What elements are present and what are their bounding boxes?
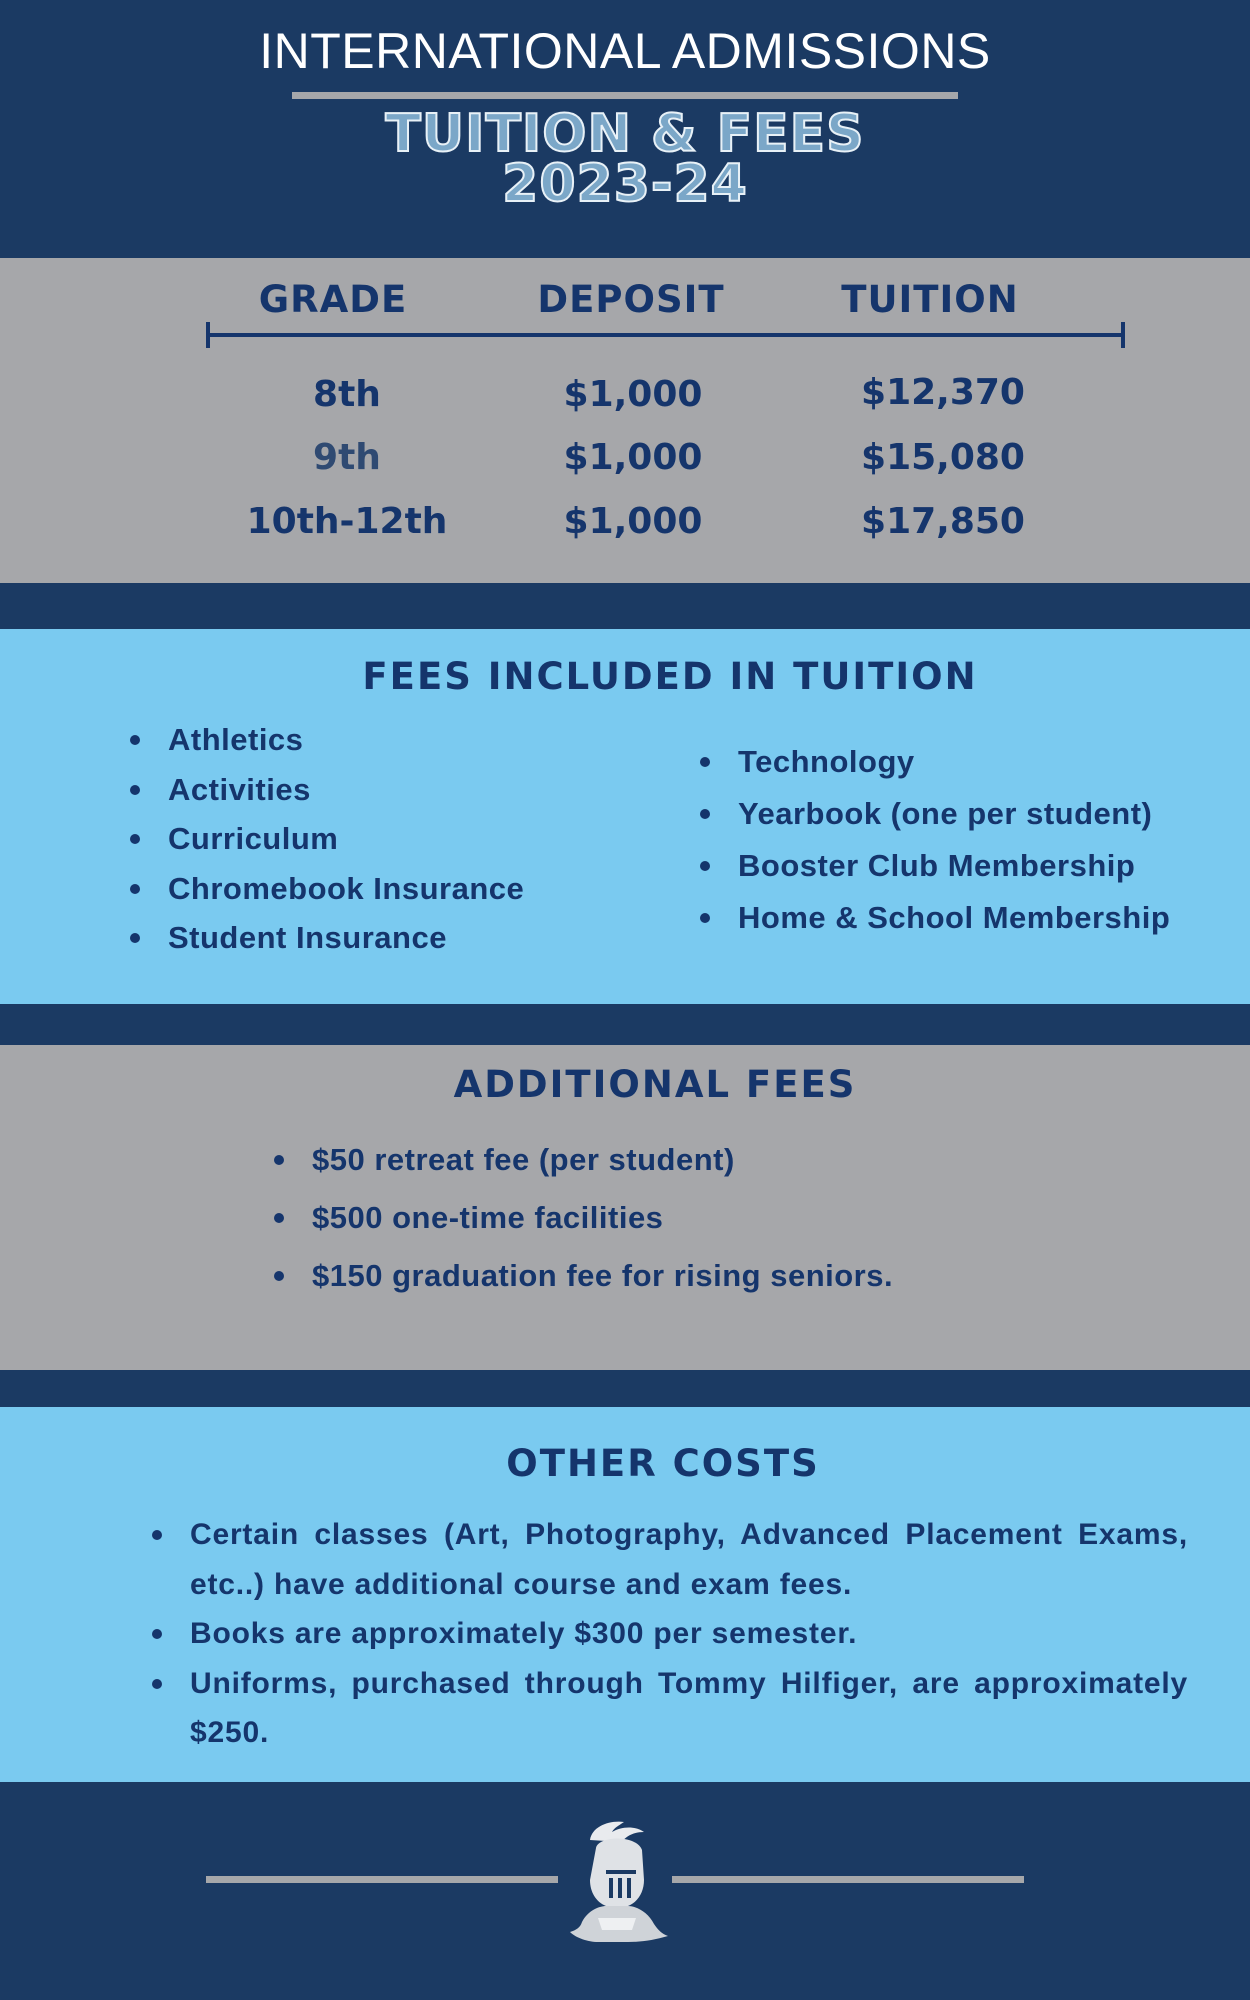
school-year: 2023-24: [502, 154, 748, 214]
table-cell-grade: 8th: [313, 374, 381, 415]
list-item: Activities: [126, 765, 524, 815]
table-cell-tuition: $15,080: [861, 437, 1025, 478]
list-item: Athletics: [126, 715, 524, 765]
table-cell-tuition: $17,850: [861, 501, 1025, 542]
table-cell-deposit: $1,000: [563, 501, 703, 542]
table-header-rule: [208, 333, 1124, 337]
tuition-header: TUITION: [841, 278, 1019, 321]
header-divider: [292, 92, 958, 99]
list-item: $150 graduation fee for rising seniors.: [270, 1247, 893, 1305]
other-costs-title: OTHER COSTS: [506, 1442, 820, 1485]
admissions-title: INTERNATIONAL ADMISSIONS: [259, 23, 991, 79]
list-item: Booster Club Membership: [696, 840, 1170, 892]
additional-fees-title: ADDITIONAL FEES: [453, 1063, 857, 1106]
list-item: Chromebook Insurance: [126, 864, 524, 914]
fees-included-title: FEES INCLUDED IN TUITION: [362, 655, 978, 698]
page-title: TUITION & FEES: [385, 104, 865, 164]
deposit-header: DEPOSIT: [537, 278, 725, 321]
list-item: Home & School Membership: [696, 892, 1170, 944]
other-costs-list: [148, 1510, 1188, 1758]
list-item: Books are approximately $300 per semester.: [148, 1609, 1188, 1659]
list-item: Curriculum: [126, 814, 524, 864]
list-item: $50 retreat fee (per student): [270, 1131, 893, 1189]
additional-fees-list: [270, 1131, 893, 1305]
table-rule-cap-left: [206, 322, 210, 348]
fees-included-right-list: [696, 736, 1170, 944]
table-cell-deposit: $1,000: [563, 374, 703, 415]
table-cell-grade: 9th: [313, 437, 381, 478]
list-item: $500 one-time facilities: [270, 1189, 893, 1247]
fees-included-left-list: [126, 715, 524, 963]
grade-header: GRADE: [258, 278, 408, 321]
list-item: Certain classes (Art, Photography, Advanced Placement Exams, etc..) have additional course and exam fees.: [148, 1510, 1188, 1609]
header: [0, 0, 1250, 258]
list-item: Yearbook (one per student): [696, 788, 1170, 840]
table-rule-cap-right: [1121, 322, 1125, 348]
table-cell-grade: 10th-12th: [246, 501, 448, 542]
list-item: Uniforms, purchased through Tommy Hilfiger, are approximately $250.: [148, 1659, 1188, 1758]
list-item: Technology: [696, 736, 1170, 788]
knight-helmet-icon: [562, 1818, 672, 1946]
footer-divider-left: [206, 1876, 558, 1883]
footer-divider-right: [672, 1876, 1024, 1883]
list-item: Student Insurance: [126, 913, 524, 963]
table-cell-tuition: $12,370: [861, 372, 1025, 413]
table-cell-deposit: $1,000: [563, 437, 703, 478]
